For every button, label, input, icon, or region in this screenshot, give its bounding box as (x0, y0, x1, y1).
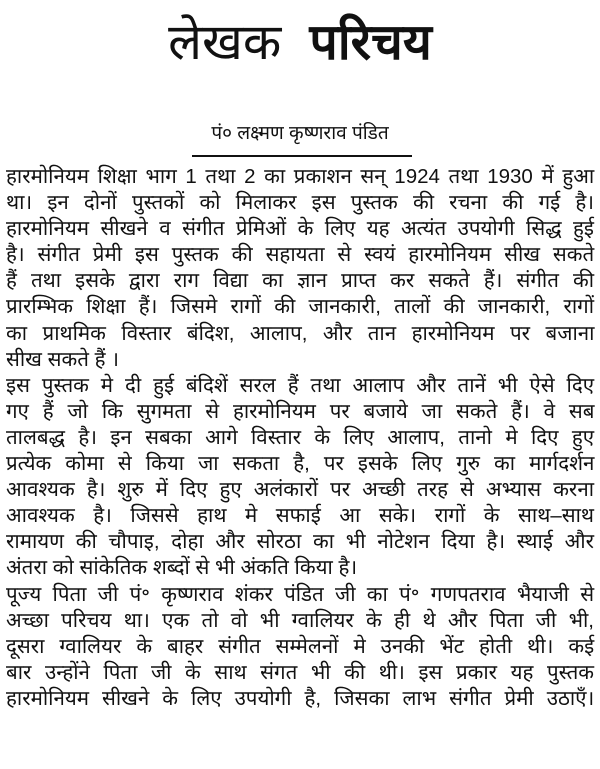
text-line: हारमोनियम सीखने के लिए उपयोगी है, जिसका लाभ संगीत प्रेमी उठाएँ। (6, 686, 595, 710)
text-line: हारमोनियम सीखने व संगीत प्रेमिओं के लिए यह अत्यंत उपयोगी सिद्ध हुई (6, 217, 594, 241)
page-title-word-2: परिचय (309, 14, 432, 70)
page-title (0, 12, 600, 72)
page-title-word-1: लेखक (168, 14, 282, 70)
text-line: बार उन्होंने पिता जी के साथ संगत भी की थी। इस प्रकार यह पुस्तक (6, 660, 594, 684)
text-line: आवश्यक है। जिससे हाथ मे सफाई आ सके। रागों के साथ–साथ (6, 504, 594, 528)
text-line: प्रत्येक कोमा से किया जा सकता है, पर इसके लिए गुरु का मार्गदर्शन (6, 452, 595, 476)
text-line: अंतरा को सांकेतिक शब्दों से भी अंकति किया है। (6, 556, 358, 580)
text-line: तालबद्ध है। इन सबका आगे विस्तार के लिए आलाप, तानो मे दिए हुए (6, 425, 595, 449)
text-line: दूसरा ग्वालियर के बाहर संगीत सम्मेलनों मे उनकी भेंट होती थी। कई (6, 634, 595, 658)
author-name: पं० लक्ष्मण कृष्णराव पंडित (211, 123, 389, 144)
text-line: हैं तथा इसके द्वारा राग विद्या का ज्ञान प्राप्त कर सकते हैं। संगीत की (6, 269, 595, 293)
author-underline (192, 155, 412, 157)
text-line: पूज्य पिता जी पं॰ कृष्णराव शंकर पंडित जी का पं॰ गणपतराव भैयाजी से (6, 582, 595, 606)
text-line: अच्छा परिचय था। एक तो वो भी ग्वालियर के ही थे और पिता जी भी, (6, 608, 594, 632)
text-line: आवश्यक है। शुरु में दिए हुए अलंकारों पर अच्छी तरह से अभ्यास करना (6, 478, 595, 502)
text-line: रामायण की चौपाइ, दोहा और सोरठा का भी नोटेशन दिया है। स्थाई और (6, 530, 594, 554)
body-text (6, 164, 594, 712)
text-line: है। संगीत प्रेमी इस पुस्तक की सहायता से स्वयं हारमोनियम सीख सकते (6, 243, 595, 267)
text-line: प्रारम्भिक शिक्षा हैं। जिसमे रागों की जानकारी, तालों की जानकारी, रागों (6, 295, 594, 319)
text-line: था। इन दोनों पुस्तकों को मिलाकर इस पुस्तक की रचना की गई है। (6, 191, 594, 215)
text-line: इस पुस्तक मे दी हुई बंदिशें सरल हैं तथा आलाप और तानें भी ऐसे दिए (6, 373, 595, 397)
text-line: का प्राथमिक विस्तार बंदिश, आलाप, और तान हारमोनियम पर बजाना (6, 321, 595, 345)
text-line: गए हैं जो कि सुगमता से हारमोनियम पर बजाये जा सकते हैं। वे सब (6, 399, 595, 423)
text-line: सीख सकते हैं । (6, 347, 119, 371)
text-line: हारमोनियम शिक्षा भाग 1 तथा 2 का प्रकाशन सन् 1924 तथा 1930 में हुआ (6, 165, 595, 188)
